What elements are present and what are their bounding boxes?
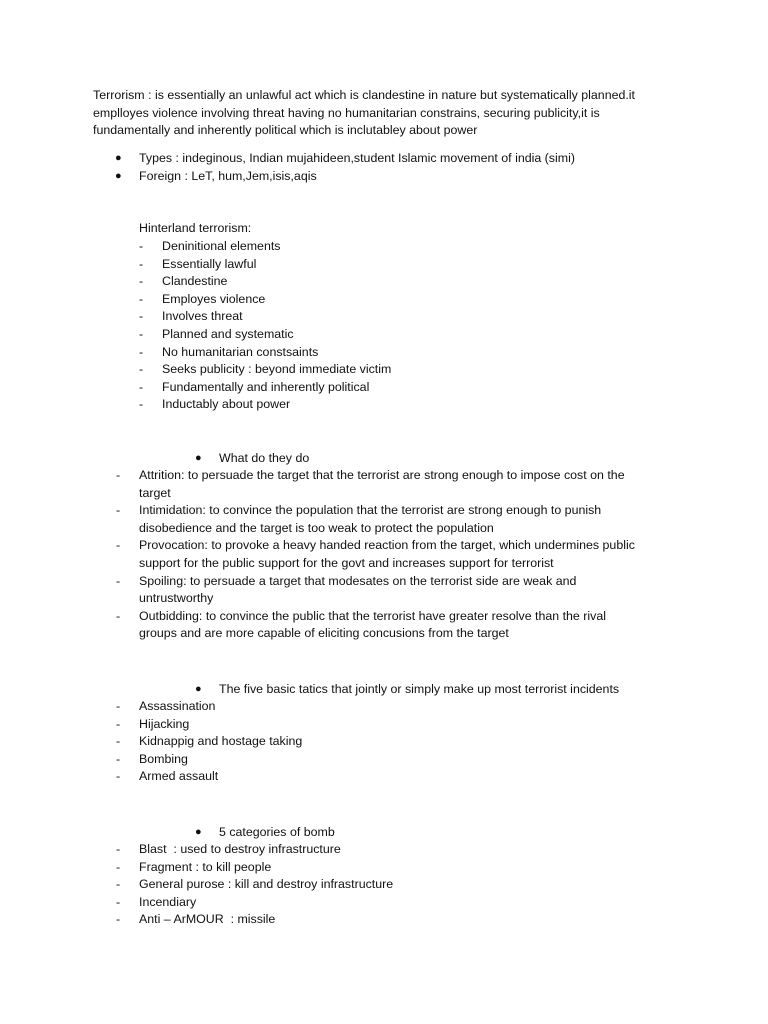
list-item xyxy=(139,273,391,291)
dash-icon: - xyxy=(139,379,144,394)
list-item-text: untrustworthy xyxy=(139,591,214,606)
list-item xyxy=(139,308,391,326)
list-item-text: Employes violence xyxy=(162,291,266,306)
dash-icon: - xyxy=(139,326,144,341)
bullet-icon: ● xyxy=(195,826,202,838)
list-item-text: Inductably about power xyxy=(162,397,291,412)
list-item xyxy=(139,361,392,379)
list-item-text: Intimidation: to convince the population that the terrorist are strong enough to punish xyxy=(139,503,602,518)
dash-icon: - xyxy=(139,362,144,377)
intro-paragraph xyxy=(93,87,683,140)
dash-icon: - xyxy=(116,859,121,874)
list-item xyxy=(139,291,391,309)
list-item xyxy=(116,876,394,894)
list-item-text: groups and are more capable of eliciting concusions from the target xyxy=(139,626,509,641)
list-item-text: Clandestine xyxy=(162,274,228,289)
list-item xyxy=(116,751,302,769)
list-item xyxy=(116,716,302,734)
list-item-text: Involves threat xyxy=(162,309,243,324)
dash-icon: - xyxy=(116,842,121,856)
list-item xyxy=(139,326,391,344)
list-item xyxy=(139,238,391,256)
list-item-text: Blast : used to destroy infrastructure xyxy=(139,842,341,856)
list-item xyxy=(116,859,393,877)
list-item-text: Fragment : to kill people xyxy=(139,859,272,874)
dash-icon: - xyxy=(139,274,144,289)
list-item-text: Types : indeginous, Indian mujahideen,student Islamic movement of india (simi) xyxy=(139,151,575,165)
list-item xyxy=(139,379,391,397)
list-item-text: Provocation: to provoke a heavy handed reaction from the target, which undermines public xyxy=(139,538,635,553)
list-item xyxy=(139,396,391,414)
list-item xyxy=(116,537,739,572)
tactics-heading xyxy=(195,681,620,699)
list-item-text: Armed assault xyxy=(139,769,219,784)
heading-text: The five basic tatics that jointly or simply make up most terrorist incidents xyxy=(219,682,620,696)
list-item-text: target xyxy=(139,485,171,500)
list-item xyxy=(116,733,303,751)
intro-line: emplloyes violence involving threat having no humanitarian constrains, securing publicity,it is xyxy=(93,105,600,120)
list-item xyxy=(116,911,393,929)
list-item-text: Deninitional elements xyxy=(162,239,281,253)
list-item xyxy=(116,768,302,786)
hinterland-heading: Hinterland terrorism: xyxy=(139,221,252,235)
dash-icon: - xyxy=(116,468,121,482)
dash-icon: - xyxy=(116,716,121,731)
list-item-text: Essentially lawful xyxy=(162,256,257,271)
list-item-text: Bombing xyxy=(139,751,188,766)
dash-icon: - xyxy=(139,309,144,324)
list-item-text: Assassination xyxy=(139,699,216,713)
bombs-heading xyxy=(195,824,335,842)
dash-icon: - xyxy=(116,538,121,553)
what-they-do-heading xyxy=(195,450,310,468)
list-item-text: disobedience and the target is too weak to protect the population xyxy=(139,520,494,535)
types-list xyxy=(115,150,575,185)
list-item-text: No humanitarian constsaints xyxy=(162,344,319,359)
list-item xyxy=(115,168,575,186)
list-item-text: Outbidding: to convince the public that the terrorist have greater resolve than the rival xyxy=(139,608,606,623)
list-item-text: Foreign : LeT, hum,Jem,isis,aqis xyxy=(139,168,317,183)
list-item xyxy=(116,698,302,716)
heading-text: What do they do xyxy=(219,451,310,465)
dash-icon: - xyxy=(139,239,144,253)
list-item-text: Seeks publicity : beyond immediate victim xyxy=(162,362,392,377)
dash-icon: - xyxy=(116,751,121,766)
dash-icon: - xyxy=(116,573,121,588)
hinterland-list xyxy=(139,238,392,414)
bullet-icon: ● xyxy=(115,169,122,182)
list-item xyxy=(116,841,393,859)
list-item-text: Anti – ArMOUR : missile xyxy=(139,912,276,927)
dash-icon: - xyxy=(116,608,121,623)
dash-icon: - xyxy=(139,256,144,271)
dash-icon: - xyxy=(116,699,121,713)
bullet-icon: ● xyxy=(195,452,202,464)
dash-icon: - xyxy=(116,769,121,784)
list-item-text: Attrition: to persuade the target that the terrorist are strong enough to impose cost on the xyxy=(139,468,625,482)
list-item xyxy=(139,344,391,362)
list-item xyxy=(116,467,739,502)
dash-icon: - xyxy=(116,503,121,518)
list-item-text: Planned and systematic xyxy=(162,326,294,341)
bombs-list xyxy=(116,841,394,929)
list-item-text: Kidnappig and hostage taking xyxy=(139,734,303,749)
list-item-text: Spoiling: to persuade a target that modesates on the terrorist side are weak and xyxy=(139,573,577,588)
dash-icon: - xyxy=(116,877,121,892)
tactics-list xyxy=(116,698,303,786)
list-item xyxy=(139,256,391,274)
dash-icon: - xyxy=(116,894,121,909)
list-item-text: support for the public support for the govt and increases support for terrorist xyxy=(139,555,554,570)
heading-text: 5 categories of bomb xyxy=(219,825,335,839)
list-item-text: Fundamentally and inherently political xyxy=(162,379,370,394)
dash-icon: - xyxy=(139,397,144,412)
list-item-text: Incendiary xyxy=(139,894,197,909)
list-item xyxy=(116,502,739,537)
dash-icon: - xyxy=(116,912,121,927)
what-they-do-list xyxy=(116,467,739,643)
bullet-icon: ● xyxy=(115,152,122,164)
dash-icon: - xyxy=(139,344,144,359)
list-item xyxy=(116,894,393,912)
list-item-text: Hijacking xyxy=(139,716,190,731)
list-item-text: General purose : kill and destroy infrastructure xyxy=(139,877,394,892)
dash-icon: - xyxy=(139,291,144,306)
intro-line: Terrorism : is essentially an unlawful act which is clandestine in nature but systematically planned.it xyxy=(93,88,635,102)
bullet-icon: ● xyxy=(195,683,202,695)
list-item xyxy=(115,150,575,168)
list-item xyxy=(116,573,739,608)
intro-line: fundamentally and inherently political which is inclutabley about power xyxy=(93,123,478,138)
dash-icon: - xyxy=(116,734,121,749)
list-item xyxy=(116,608,739,643)
